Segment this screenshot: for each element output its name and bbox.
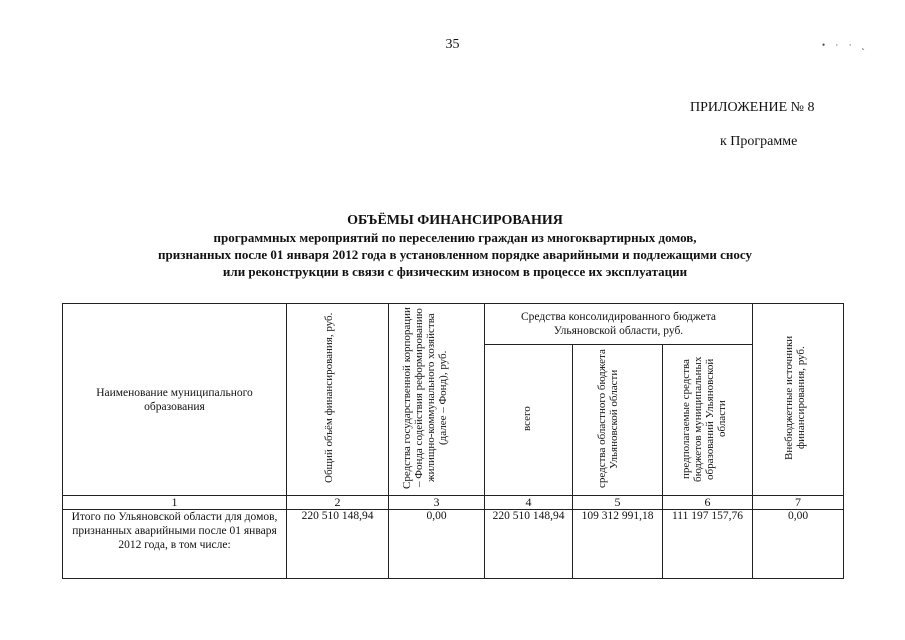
- header-fund: [389, 304, 485, 496]
- row-cons-total: 220 510 148,94: [485, 510, 573, 579]
- header-row-top: [63, 304, 844, 345]
- appendix-subtitle: к Программе: [720, 134, 798, 149]
- header-total-label: Общий объём финансирования, руб.: [322, 312, 335, 484]
- appendix-title: ПРИЛОЖЕНИЕ № 8: [690, 100, 815, 115]
- document-title-main: ОБЪЁМЫ ФИНАНСИРОВАНИЯ: [347, 213, 563, 228]
- header-consolidated: [485, 304, 753, 345]
- header-municipal-label: предполагаемые средства бюджетов муниципальных образований Ульяновской области: [679, 355, 728, 482]
- column-number: 2: [287, 496, 389, 510]
- header-regional: [573, 345, 663, 496]
- header-cons-total-label: всего: [520, 406, 533, 431]
- column-number: 3: [389, 496, 485, 510]
- row-name: Итого по Ульяновской области для домов, признанных аварийными после 01 января 2012 года, в том числе:: [63, 510, 287, 579]
- page-number: 35: [445, 37, 460, 52]
- header-regional-label: средства областного бюджета Ульяновской области: [595, 349, 620, 488]
- header-municipal: [663, 345, 753, 496]
- scan-marks: • · · ˛: [822, 40, 869, 50]
- column-number: 5: [573, 496, 663, 510]
- column-number: 1: [63, 496, 287, 510]
- row-regional: 109 312 991,18: [573, 510, 663, 579]
- row-total: 220 510 148,94: [287, 510, 389, 579]
- document-title-line-1: программных мероприятий по переселению граждан из многоквартирных домов,: [213, 230, 697, 245]
- header-cons-total: [485, 345, 573, 496]
- header-fund-label: Средства государственной корпорации – Фонда содействия реформированию жилищно-коммунального хозяйства (далее – Фонд), руб.: [400, 307, 449, 489]
- column-number: 7: [753, 496, 844, 510]
- header-extra-label: Внебюджетные источники финансирования, руб.: [783, 335, 808, 461]
- column-number: 6: [663, 496, 753, 510]
- table-row: [63, 510, 844, 579]
- header-name-label: Наименование муниципального образования: [96, 386, 253, 413]
- header-extra: [753, 304, 844, 496]
- row-fund: 0,00: [389, 510, 485, 579]
- document-title-line-2: признанных после 01 января 2012 года в установленном порядке аварийными и подлежащими сносу: [158, 247, 752, 262]
- document-title-line-3: или реконструкции в связи с физическим износом в процессе их эксплуатации: [222, 264, 688, 279]
- header-consolidated-label: Средства консолидированного бюджета Ульяновской области, руб.: [521, 311, 716, 337]
- row-extra: 0,00: [753, 510, 844, 579]
- header-total: [287, 304, 389, 496]
- row-municipal: 111 197 157,76: [663, 510, 753, 579]
- header-name: [63, 304, 287, 496]
- column-number: 4: [485, 496, 573, 510]
- column-number-row: [63, 496, 844, 510]
- document-title: [60, 212, 850, 280]
- financing-table: [62, 303, 844, 579]
